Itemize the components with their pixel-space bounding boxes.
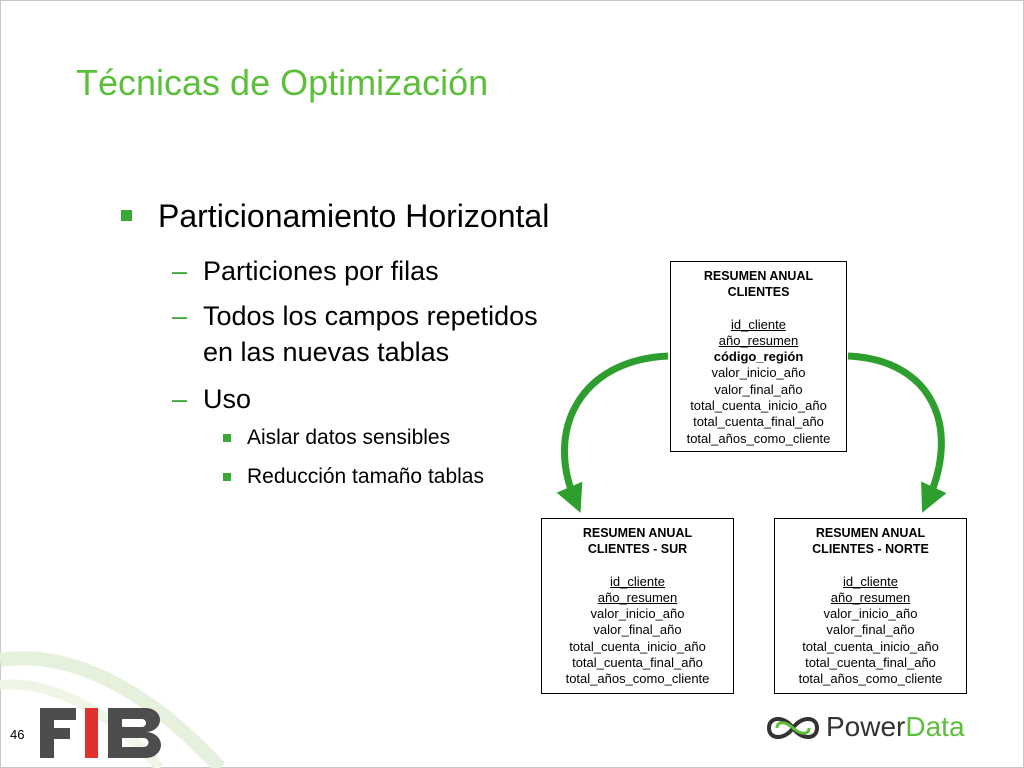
bullet-item-1: Aislar datos sensibles <box>247 426 451 449</box>
field: total_años_como_cliente <box>798 671 943 687</box>
field-pk: id_cliente <box>731 316 786 332</box>
field: valor_final_año <box>593 622 682 638</box>
field-partition-key: código_región <box>713 349 804 365</box>
fib-logo <box>40 708 175 760</box>
table-main <box>670 261 847 452</box>
table-sur <box>541 518 734 694</box>
field: total_años_como_cliente <box>686 430 831 446</box>
field: valor_final_año <box>714 381 803 397</box>
field: total_cuenta_final_año <box>693 414 824 430</box>
bullet-sub-2-line2: en las nuevas tablas <box>203 337 450 367</box>
field-pk: año_resumen <box>830 589 911 605</box>
table-header: CLIENTES - SUR <box>587 542 688 557</box>
bullet-item-2: Reducción tamaño tablas <box>247 465 484 488</box>
field: valor_inicio_año <box>711 365 806 381</box>
field: total_cuenta_final_año <box>805 655 936 671</box>
powerdata-logo-text <box>826 711 965 743</box>
field: total_cuenta_final_año <box>572 655 703 671</box>
field: valor_inicio_año <box>823 606 918 622</box>
bullet-sub-3: Uso <box>203 384 252 414</box>
dash-bullet: – <box>172 256 188 286</box>
bullet-sub-1: Particiones por filas <box>203 256 439 286</box>
field-pk: id_cliente <box>843 573 898 589</box>
slide-title: Técnicas de Optimización <box>76 62 489 103</box>
table-header: RESUMEN ANUAL <box>582 526 693 540</box>
field-pk: id_cliente <box>610 573 665 589</box>
powerdata-infinity-icon <box>763 710 823 746</box>
table-header: CLIENTES <box>727 285 790 300</box>
arrow-right <box>848 356 941 500</box>
table-header: CLIENTES - NORTE <box>812 542 929 557</box>
table-header: RESUMEN ANUAL <box>815 526 926 540</box>
field: valor_final_año <box>826 622 915 638</box>
logo-power: Power <box>826 711 906 742</box>
page-number: 46 <box>10 727 25 742</box>
dash-bullet: – <box>172 384 188 414</box>
field-pk: año_resumen <box>597 589 678 605</box>
table-norte <box>774 518 967 694</box>
arrow-left <box>564 356 668 500</box>
bullet-sub-2-line1: Todos los campos repetidos <box>203 301 538 331</box>
field: total_cuenta_inicio_año <box>802 638 939 654</box>
field-pk: año_resumen <box>718 332 799 348</box>
field: total_años_como_cliente <box>565 671 710 687</box>
dash-bullet: – <box>172 301 188 331</box>
table-header: RESUMEN ANUAL <box>703 269 814 283</box>
field: valor_inicio_año <box>590 606 685 622</box>
field: total_cuenta_inicio_año <box>569 638 706 654</box>
field: total_cuenta_inicio_año <box>690 398 827 414</box>
bullet-main: Particionamiento Horizontal <box>158 198 550 234</box>
logo-data: Data <box>905 711 965 742</box>
